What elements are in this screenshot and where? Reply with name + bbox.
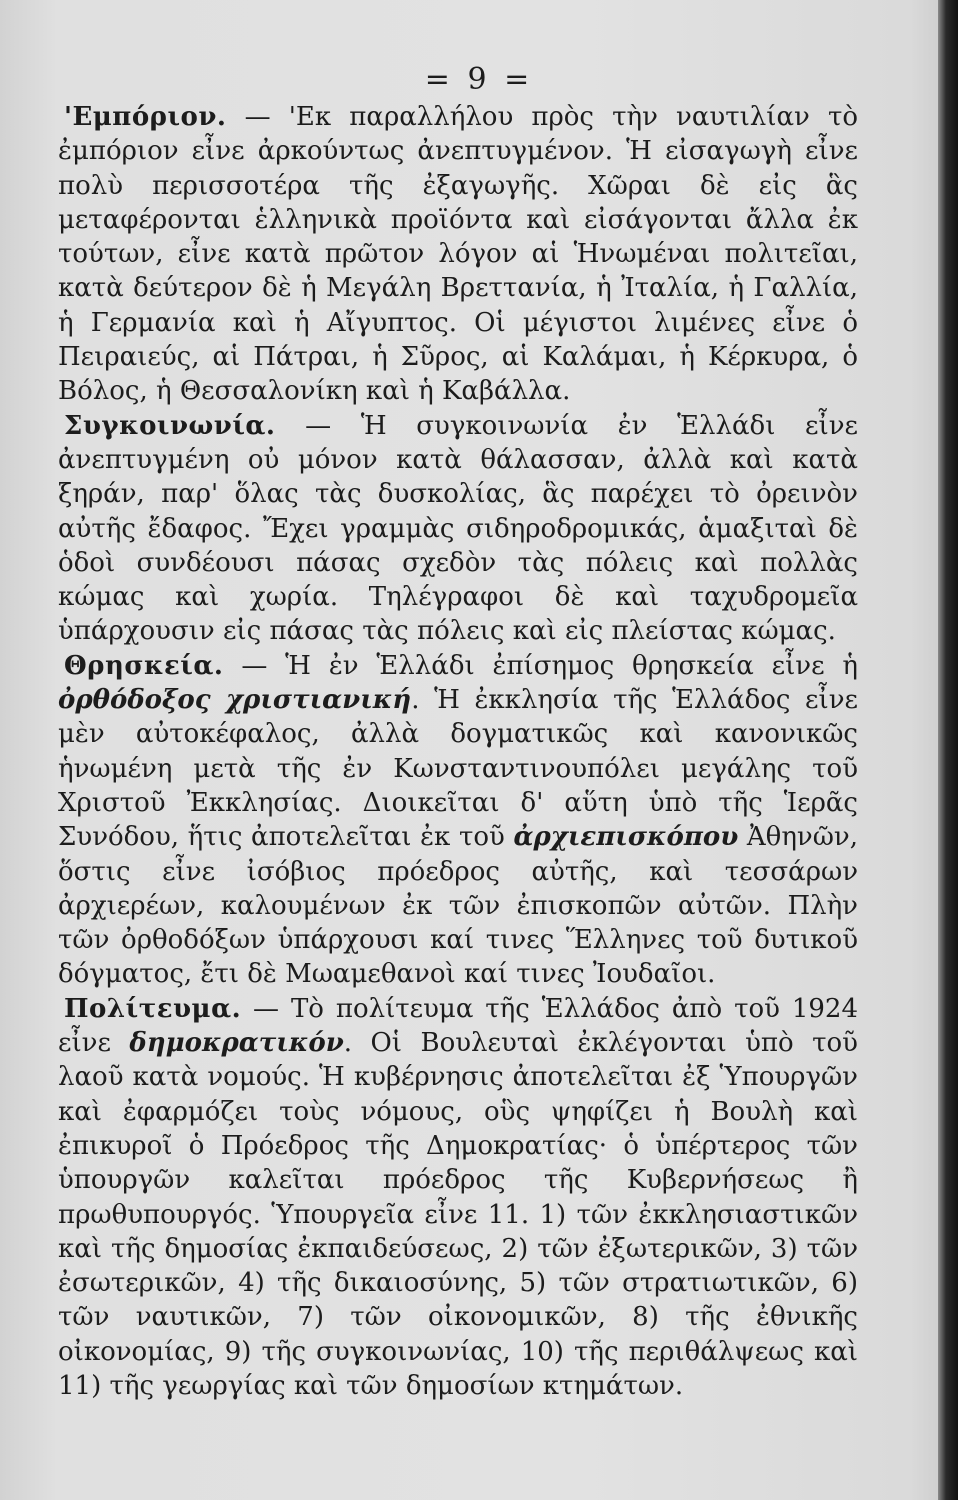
emphasis-text: ἀρχιεπισκόπου xyxy=(513,822,739,853)
section-heading: Πολίτευμα. xyxy=(64,993,242,1024)
section-trade xyxy=(58,100,858,409)
section-heading: 'Εμπόριον. xyxy=(64,102,227,132)
section-text: . Οἱ Βουλευταὶ ἐκλέγονται ὑπὸ τοῦ λαοῦ κατὰ νομούς. Ἡ κυβέρνησις ἀποτελεῖται ἐξ Ὑπουργῶν καὶ ἐφαρμόζει τοὺς νόμους, οὓς ψηφίζει ἡ Βουλὴ καὶ ἐπικυροῖ ὁ Πρόεδρος τῆς Δημοκρατίας· ὁ ὑπέρτερος τῶν ὑπουργῶν καλεῖται πρόεδρος τῆς Κυβερνήσεως ἢ πρωθυπουργός. Ὑπουργεῖα εἶνε 11. 1) τῶν ἐκκλησιαστικῶν καὶ τῆς δημοσίας ἐκπαιδεύσεως, 2) τῶν ἐξωτερικῶν, 3) τῶν ἐσωτερικῶν, 4) τῆς δικαιοσύνης, 5) τῶν στρατιωτικῶν, 6) τῶν ναυτικῶν, 7) τῶν οἰκονομικῶν, 8) τῆς ἐθνικῆς οἰκονομίας, 9) τῆς συγκοινωνίας, 10) τῆς περιθάλψεως καὶ 11) τῆς γεωργίας καὶ τῶν δημοσίων κτημάτων. xyxy=(58,1028,858,1401)
section-text: — 'Εκ παραλλήλου πρὸς τὴν ναυτιλίαν τὸ ἐμπόριον εἶνε ἀρκούντως ἀνεπτυγμένον. Ἡ εἰσαγωγὴ εἶνε πολὺ περισσοτέρα τῆς ἐξαγωγῆς. Χῶραι δὲ εἰς ἃς μεταφέρονται ἑλληνικὰ προϊόντα καὶ εἰσάγονται ἄλλα ἐκ τούτων, εἶνε κατὰ πρῶτον λόγον αἱ Ἡνωμέναι πολιτεῖαι, κατὰ δεύτερον δὲ ἡ Μεγάλη Βρεττανία, ἡ Ἰταλία, ἡ Γαλλία, ἡ Γερμανία καὶ ἡ Αἴγυπτος. Οἱ μέγιστοι λιμένες εἶνε ὁ Πειραιεύς, αἱ Πάτραι, ἡ Σῦρος, αἱ Καλάμαι, ἡ Κέρκυρα, ὁ Βόλος, ἡ Θεσσαλονίκη καὶ ἡ Καβάλλα. xyxy=(58,102,858,407)
section-heading: Συγκοινωνία. xyxy=(64,410,276,441)
page-edge-shadow xyxy=(938,0,958,1500)
emphasis-text: ὀρθόδοξος χριστιανική xyxy=(58,685,412,716)
section-text: Ἀθηνῶν, ὅστις εἶνε ἰσόβιος πρόεδρος αὐτῆς, καὶ τεσσάρων ἀρχιερέων, καλουμένων ἐκ τῶν ἐπισκοπῶν αὐτῶν. Πλὴν τῶν ὀρθοδόξων ὑπάρχουσι καί τινες Ἕλληνες τοῦ δυτικοῦ δόγματος, ἔτι δὲ Μωαμεθανοὶ καί τινες Ἰουδαῖοι. xyxy=(58,822,858,990)
section-text: — Τὸ πολίτευμα τῆς Ἑλλάδος ἀπὸ τοῦ 1924 εἶνε xyxy=(58,993,858,1059)
emphasis-text: δημοκρατικόν xyxy=(129,1028,344,1059)
section-polity xyxy=(58,992,858,1404)
section-text: . Ἡ ἐκκλησία τῆς Ἑλλάδος εἶνε μὲν αὐτοκέφαλος, ἀλλὰ δογματικῶς καὶ κανονικῶς ἡνωμένη μετὰ τῆς ἐν Κωνσταντινουπόλει μεγάλης τοῦ Χριστοῦ Ἐκκλησίας. Διοικεῖται δ' αὕτη ὑπὸ τῆς Ἱερᾶς Συνόδου, ἥτις ἀποτελεῖται ἐκ τοῦ xyxy=(58,685,858,853)
section-communication xyxy=(58,409,858,649)
section-text: — Ἡ συγκοινωνία ἐν Ἑλλάδι εἶνε ἀνεπτυγμένη οὐ μόνον κατὰ θάλασσαν, ἀλλὰ καὶ κατὰ ξηράν, παρ' ὅλας τὰς δυσκολίας, ἃς παρέχει τὸ ὀρεινὸν αὐτῆς ἔδαφος. Ἔχει γραμμὰς σιδηροδρομικάς, ἁμαξιταὶ δὲ ὁδοὶ συνδέουσι πάσας σχεδὸν τὰς πόλεις καὶ πολλὰς κώμας καὶ χωρία. Τηλέγραφοι δὲ καὶ ταχυδρομεῖα ὑπάρχουσιν εἰς πάσας τὰς πόλεις καὶ εἰς πλείστας κώμας. xyxy=(58,410,858,647)
section-text: — Ἡ ἐν Ἑλλάδι ἐπίσημος θρησκεία εἶνε ἡ xyxy=(241,650,858,681)
section-heading: Θρησκεία. xyxy=(64,650,224,681)
page-number: = 9 = xyxy=(424,62,534,97)
page-body xyxy=(58,100,858,1403)
section-religion xyxy=(58,649,858,992)
